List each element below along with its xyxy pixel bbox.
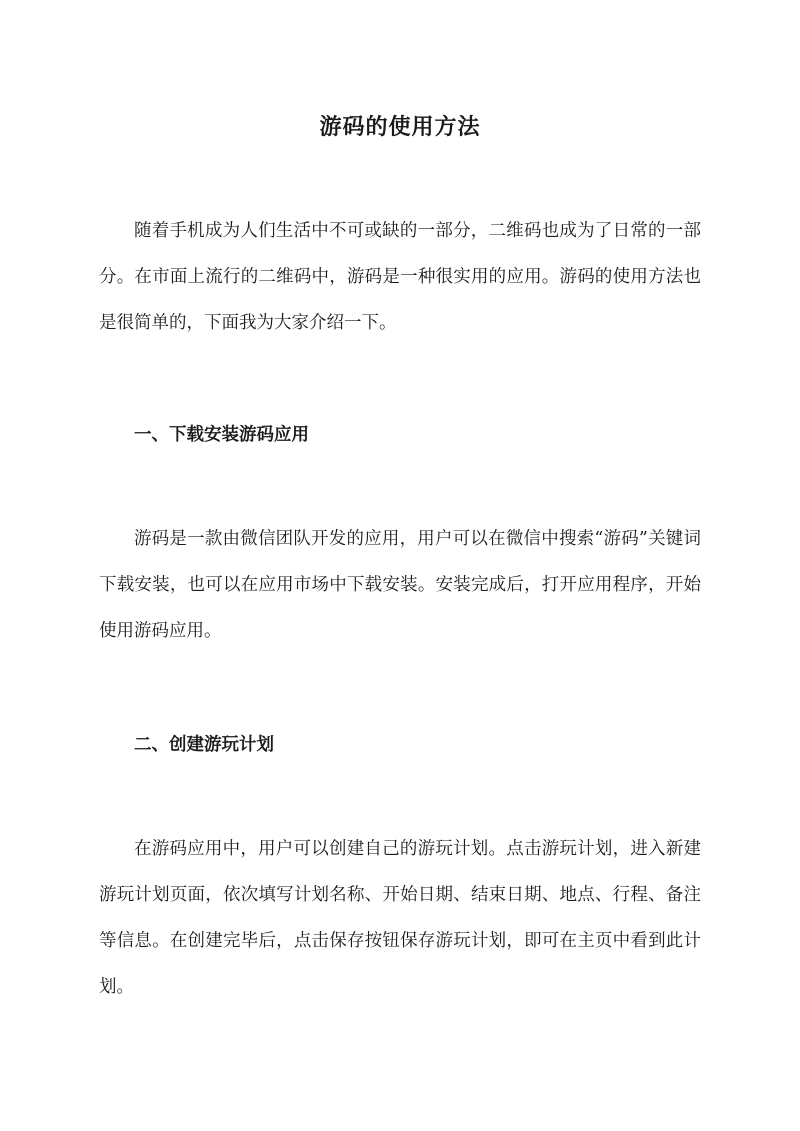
section-heading-download: 一、下载安装游码应用	[134, 425, 309, 445]
section-body-create-plan: 在游码应用中，用户可以创建自己的游玩计划。点击游玩计划，进入新建游玩计划页面，依次填写计划名称、开始日期、结束日期、地点、行程、备注等信息。在创建完毕后，点击保存按钮保存游玩计划，即可在主页中看到此计划。	[99, 839, 701, 997]
document-title: 游码的使用方法	[319, 113, 481, 140]
intro-paragraph: 随着手机成为人们生活中不可或缺的一部分，二维码也成为了日常的一部分。在市面上流行的二维码中，游码是一种很实用的应用。游码的使用方法也是很简单的，下面我为大家介绍一下。	[99, 221, 701, 333]
section-heading-create-plan: 二、创建游玩计划	[134, 735, 274, 755]
section-body-download: 游码是一款由微信团队开发的应用，用户可以在微信中搜索“游码”关键词下载安装，也可以在应用市场中下载安装。安装完成后，打开应用程序，开始使用游码应用。	[99, 529, 701, 641]
